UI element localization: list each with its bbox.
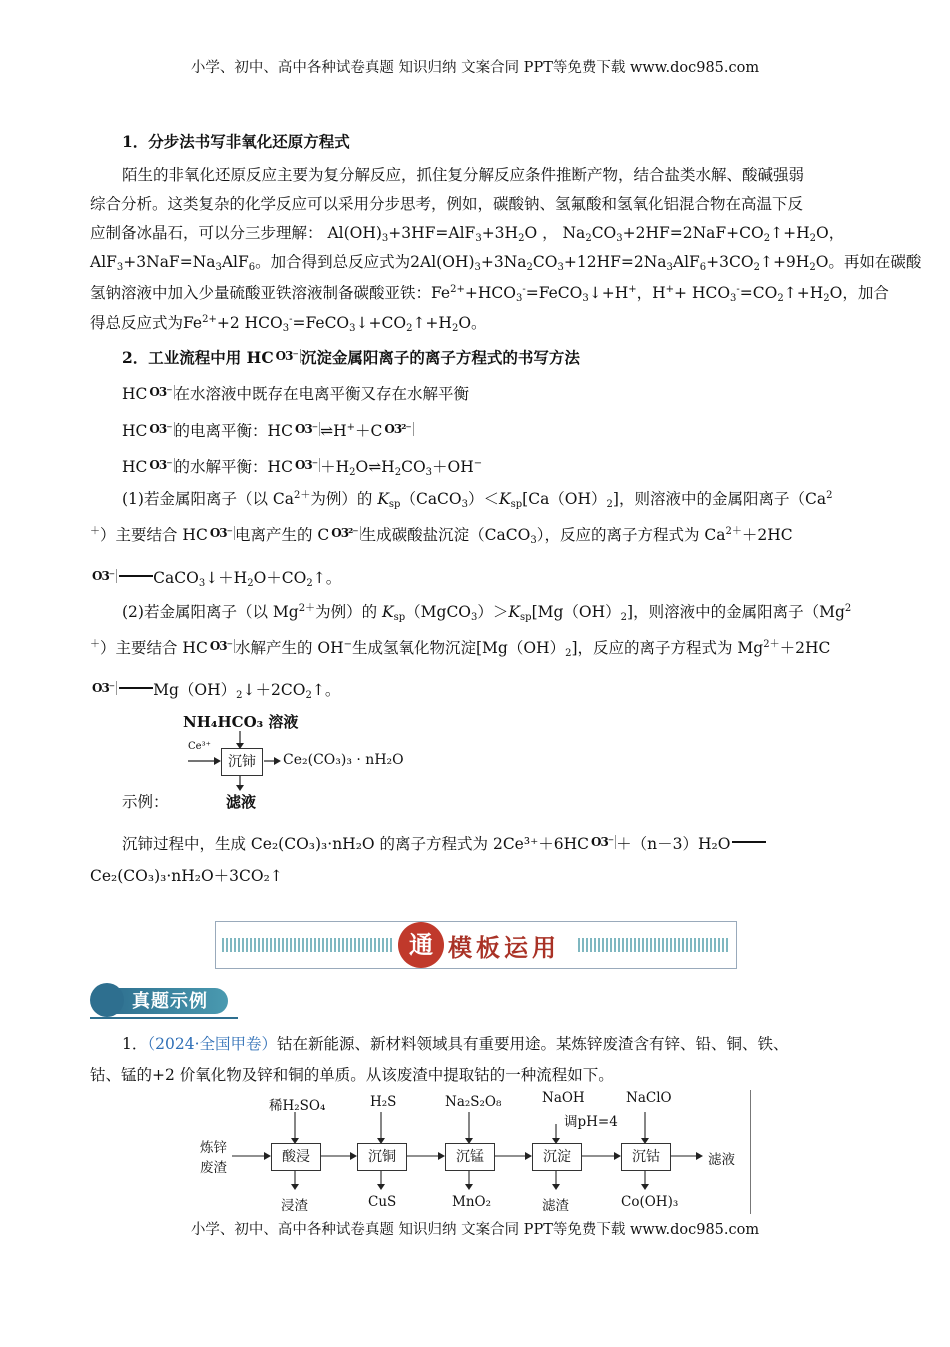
section2-heading: 2．工业流程中用 HC O3⁻ 沉淀金属阳离子的离子方程式的书写方法 [122,348,580,367]
case2-line: ＋）主要结合 HC O3⁻ 水解产生的 OH−生成氢氧化物沉淀$[Mg(OH)_2]$，反应的离子方程式为 $Mg^{2+}+2HC$ [90,639,831,659]
example-left-reagent: Ce³⁺ [188,741,211,752]
process-flow-diagram [170,1090,751,1214]
flow-step-box: 沉锰 [445,1143,495,1171]
flow-end: 滤液 [708,1152,735,1168]
flow-reagent: NaClO [626,1090,672,1106]
flow-step-box: 沉钴 [621,1143,671,1171]
flow-product: MnO₂ [452,1194,491,1210]
banner-title: 模板运用 [448,934,560,962]
section2-line: HC O3⁻ 的水解平衡：HC $O3^- +H_2O\rightleftharpoons H_2CO_3+OH^-$ [122,458,483,478]
flow-reagent: 稀H₂SO₄ [269,1098,326,1114]
example-equation-line: Ce₂(CO₃)₃·nH₂O＋3CO₂↑ [90,867,283,885]
question-line: 1．（2024·全国甲卷）钴在新能源、新材料领域具有重要用途。某炼锌废渣含有锌、铅、铜、铁、 [122,1035,789,1053]
flow-start: 炼锌 [200,1140,227,1156]
section1-paragraph-line: 应制备冰晶石，可以分三步理解： $Al(OH)_3+3HF=AlF_3+3H_2O$ ， $Na_2CO_3+2HF=2NaF+CO_2↑+H_2O$， [90,224,845,244]
flow-reagent: H₂S [370,1094,397,1110]
section2-line: HC O3⁻ 的电离平衡：HC O3⁻ ⇌H+＋C O3²⁻ [122,419,862,443]
example-top-reagent: NH₄HCO₃ 溶液 [183,713,299,731]
section1-paragraph-line: 氢钠溶液中加入少量硫酸亚铁溶液制备碳酸亚铁：$Fe^{2+}+HCO_3^-=FeCO_3↓+H^+$，$H^++ HCO_3^-=CO_2↑+H_2O$，加合 [90,284,889,304]
banner-badge: 通 [398,922,444,968]
case2-line: (2)若金属阳离子（以 $Mg^{2+}$为例）的 $K_{sp}(MgCO_3)>K_{sp}[Mg(OH)_2]$，则溶液中的金属阳离子（Mg$^2$ [122,603,852,623]
section1-heading: 1．分步法书写非氧化还原方程式 [122,132,350,151]
question-line: 钴、锰的+2 价氧化物及锌和铜的单质。从该废渣中提取钴的一种流程如下。 [90,1066,614,1084]
section1-paragraph-line: $AlF_3+3NaF=Na_3AlF_6$。加合得到总反应式为$2Al(OH)_3+3Na_2CO_3+12HF=2Na_3AlF_6+3CO_2↑+9H_2O$。再如在碳酸 [90,253,922,273]
flow-product: CuS [368,1194,397,1210]
flow-step-box: 沉铜 [357,1143,407,1171]
section-tag [90,983,238,1017]
section-tag-label: 真题示例 [132,991,208,1012]
example-label: 示例： [122,793,169,811]
flow-condition: 调pH=4 [564,1114,618,1130]
flow-product: 滤渣 [542,1198,569,1214]
flow-product: Co(OH)₃ [621,1194,679,1210]
flow-step-box: 沉淀 [532,1143,582,1171]
flow-start: 废渣 [200,1160,227,1176]
example-filtrate: 滤液 [226,793,257,811]
flow-step-box: 酸浸 [271,1143,321,1171]
section1-paragraph-line: 综合分析。这类复杂的化学反应可以采用分步思考，例如，碳酸钠、氢氟酸和氢氧化铝混合物在高温下反 [90,195,804,213]
page-header: 小学、初中、高中各种试卷真题 知识归纳 文案合同 PPT等免费下载 www.doc985.com [190,60,760,76]
page-footer: 小学、初中、高中各种试卷真题 知识归纳 文案合同 PPT等免费下载 www.doc985.com [190,1222,760,1238]
section1-paragraph-line: 陌生的非氧化还原反应主要为复分解反应，抓住复分解反应条件推断产物，结合盐类水解、酸碱强弱 [122,166,805,184]
flow-reagent: NaOH [542,1090,585,1106]
case2-line: O3⁻ $Mg(OH)_2↓+2CO_2↑$。 [92,681,341,701]
template-banner [215,921,737,969]
flow-product: 浸渣 [281,1198,308,1214]
case1-line: (1)若金属阳离子（以 $Ca^{2+}$为例）的 $K_{sp}(CaCO_3)<K_{sp}[Ca(OH)_2]$，则溶液中的金属阳离子（Ca$^2$ [122,490,833,510]
flow-reagent: Na₂S₂O₈ [445,1094,502,1110]
flask-icon [90,983,124,1017]
case1-line: ＋）主要结合 HC O3⁻ 电离产生的 C O3²⁻ 生成碳酸盐沉淀（CaCO$_3$），反应的离子方程式为 $Ca^{2+}+2HC$ [90,526,793,546]
example-product: Ce₂(CO₃)₃ · nH₂O [283,752,404,768]
case1-line: O3⁻ $CaCO_3↓+H_2O+CO_2↑$。 [92,569,342,589]
example-equation-line: 沉铈过程中，生成 Ce₂(CO₃)₃·nH₂O 的离子方程式为 2Ce³⁺＋6HC O3⁻ ＋（n－3）H₂O [122,832,862,856]
example-process-box: 沉铈 [221,748,263,776]
section1-paragraph-line: 得总反应式为$Fe^{2+}+2$ $HCO_3^-=FeCO_3↓+CO_2↑+H_2O$。 [90,314,487,334]
section2-line: HC O3⁻ 在水溶液中既存在电离平衡又存在水解平衡 [122,385,470,403]
